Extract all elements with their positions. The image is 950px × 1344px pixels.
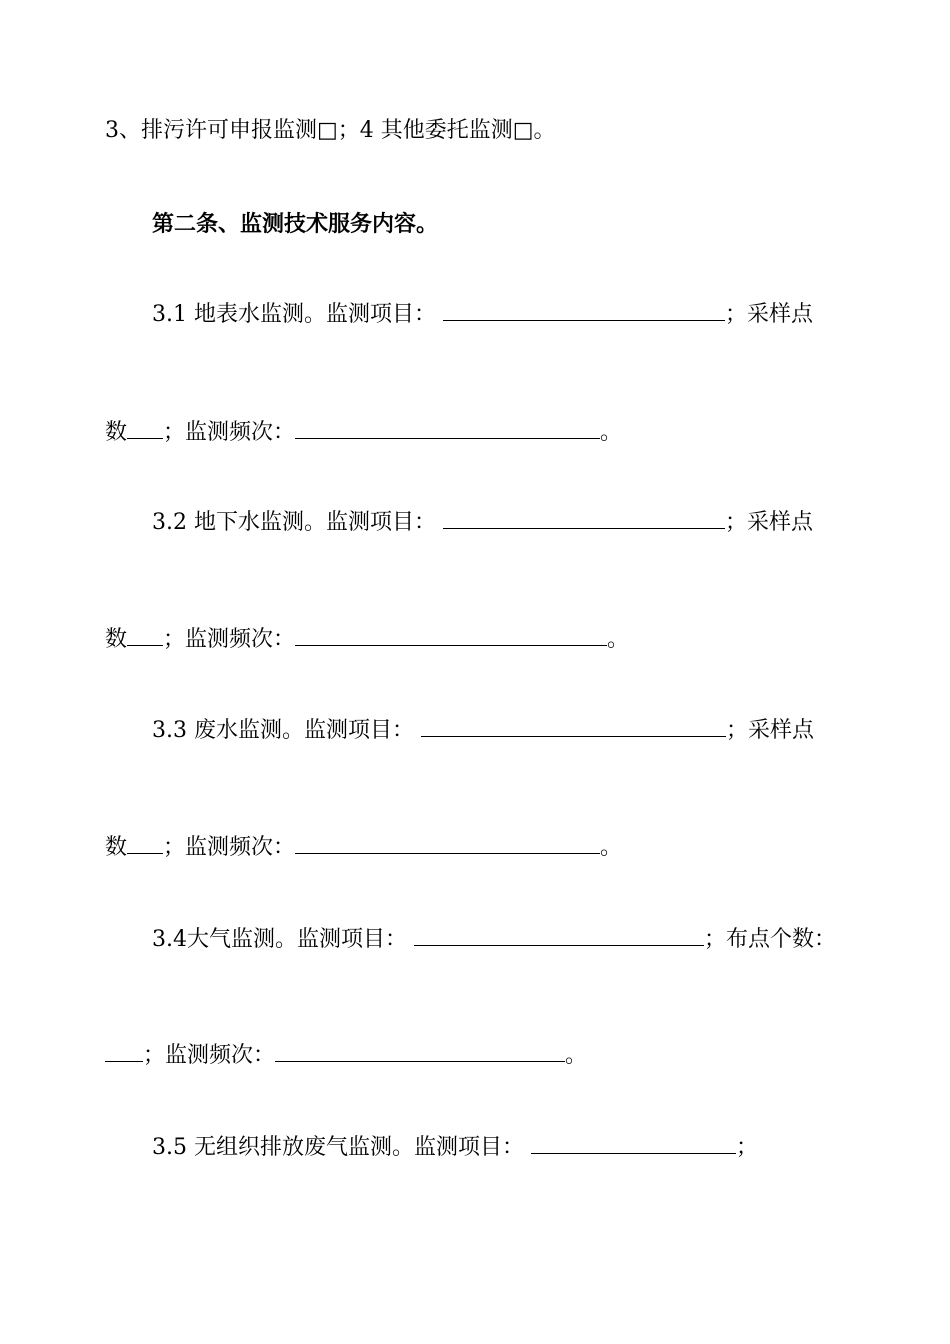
frequency-blank[interactable] xyxy=(275,1043,565,1062)
point-count-blank[interactable] xyxy=(105,1043,143,1062)
monitoring-items-blank[interactable] xyxy=(421,718,726,737)
item-cont-mid: ；监测频次： xyxy=(143,1043,276,1068)
item-3-3-line2 xyxy=(105,833,622,863)
item-3-2-line1 xyxy=(152,508,813,538)
item-3-3-line1 xyxy=(152,716,814,746)
item-cont-prefix: 数 xyxy=(105,420,128,445)
item-number: 3.4 xyxy=(152,927,187,952)
item-number: 3.5 xyxy=(152,1135,187,1160)
item-cont-end: 。 xyxy=(600,835,623,860)
frequency-blank[interactable] xyxy=(295,420,600,439)
item-cont-mid: ；监测频次： xyxy=(163,627,296,652)
intro-text: 3、排污许可申报监测□；4 其他委托监测□。 xyxy=(105,118,556,143)
item-tail: ； xyxy=(736,1135,759,1160)
item-tail: ；采样点 xyxy=(726,718,815,743)
frequency-blank[interactable] xyxy=(295,627,607,646)
item-tail: ；布点个数： xyxy=(704,927,837,952)
item-cont-mid: ；监测频次： xyxy=(163,835,296,860)
item-3-4-line1 xyxy=(152,925,836,955)
frequency-blank[interactable] xyxy=(295,835,600,854)
item-3-2-line2 xyxy=(105,625,629,655)
monitoring-items-blank[interactable] xyxy=(531,1135,736,1154)
monitoring-items-blank[interactable] xyxy=(414,927,704,946)
item-cont-prefix: 数 xyxy=(105,627,128,652)
item-number: 3.2 xyxy=(152,510,187,535)
item-3-1-line2 xyxy=(105,418,622,448)
monitoring-items-blank[interactable] xyxy=(443,510,725,529)
item-name: 无组织排放废气监测。监测项目： xyxy=(194,1135,525,1160)
item-number: 3.1 xyxy=(152,302,187,327)
item-name: 大气监测。监测项目： xyxy=(187,927,408,952)
item-cont-mid: ；监测频次： xyxy=(163,420,296,445)
item-tail: ；采样点 xyxy=(725,510,814,535)
item-number: 3.3 xyxy=(152,718,187,743)
item-tail: ；采样点 xyxy=(725,302,814,327)
item-name: 废水监测。监测项目： xyxy=(194,718,415,743)
intro-line xyxy=(105,116,556,146)
article-heading-text: 第二条、监测技术服务内容。 xyxy=(152,211,439,237)
article-heading xyxy=(152,209,438,239)
item-cont-end: 。 xyxy=(600,420,623,445)
item-cont-prefix: 数 xyxy=(105,835,128,860)
sample-count-blank[interactable] xyxy=(127,627,163,646)
item-name: 地表水监测。监测项目： xyxy=(194,302,437,327)
sample-count-blank[interactable] xyxy=(127,835,163,854)
sample-count-blank[interactable] xyxy=(127,420,163,439)
item-3-4-line2 xyxy=(105,1041,587,1071)
item-cont-end: 。 xyxy=(565,1043,588,1068)
item-cont-end: 。 xyxy=(607,627,630,652)
item-3-1-line1 xyxy=(152,300,813,330)
item-3-5-line1 xyxy=(152,1133,758,1163)
item-name: 地下水监测。监测项目： xyxy=(194,510,437,535)
monitoring-items-blank[interactable] xyxy=(443,302,725,321)
